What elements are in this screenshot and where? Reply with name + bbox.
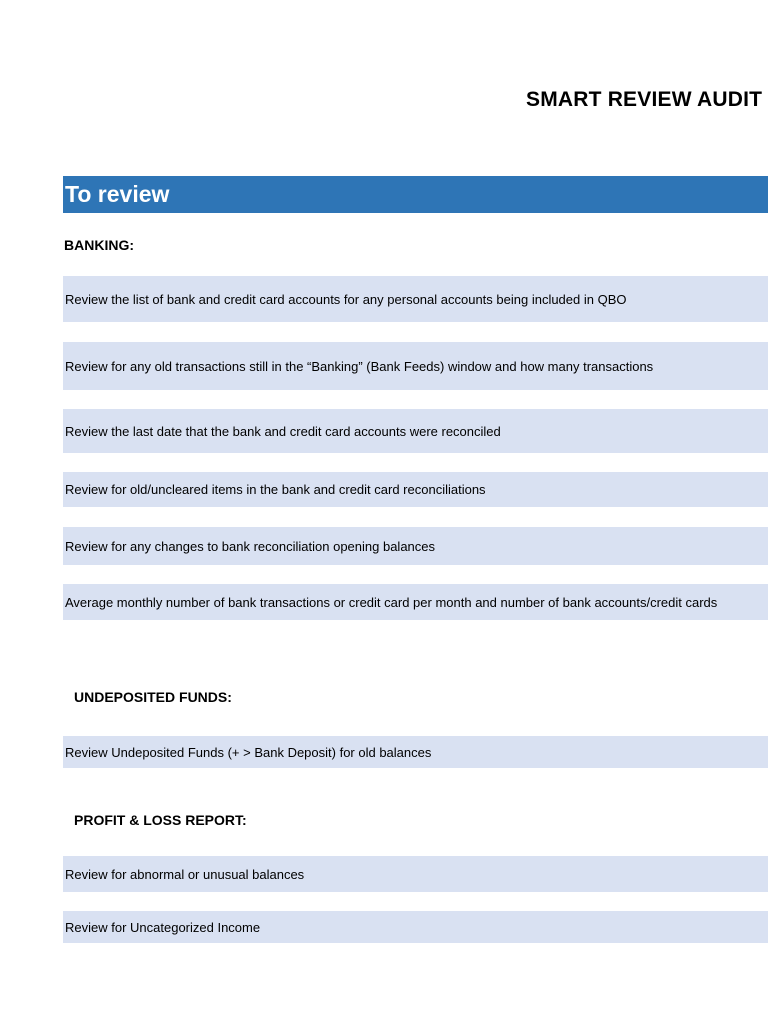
checklist-row [63, 409, 768, 453]
checklist-item-text: Review for Uncategorized Income [65, 919, 261, 935]
checklist-item-text: Review for abnormal or unusual balances [65, 866, 305, 882]
checklist-item-text: Review the last date that the bank and credit card accounts were reconciled [65, 423, 501, 439]
banner-label: To review [65, 181, 170, 207]
checklist-item-text: Review for any changes to bank reconciliation opening balances [65, 538, 436, 554]
checklist-row [63, 472, 768, 507]
checklist-row [63, 276, 768, 322]
section-heading-banking: BANKING: [64, 237, 134, 253]
checklist-row [63, 342, 768, 390]
checklist-row [63, 736, 768, 768]
checklist-item-text: Review for old/uncleared items in the bank and credit card reconciliations [65, 482, 486, 497]
checklist-item-text: Review for any old transactions still in the “Banking” (Bank Feeds) window and how many transactions [65, 358, 654, 374]
checklist-row [63, 584, 768, 620]
checklist-item-text: Review the list of bank and credit card accounts for any personal accounts being included in QBO [65, 291, 627, 307]
page-title: SMART REVIEW AUDIT [526, 88, 763, 111]
to-review-banner [63, 176, 768, 213]
section-heading-undeposited-funds: UNDEPOSITED FUNDS: [74, 689, 232, 705]
checklist-row [63, 527, 768, 565]
checklist-row [63, 856, 768, 892]
checklist-row [63, 911, 768, 943]
section-heading-profit-loss: PROFIT & LOSS REPORT: [74, 812, 247, 828]
checklist-item-text: Average monthly number of bank transactions or credit card per month and number of bank accounts/credit cards [65, 594, 718, 610]
checklist-item-text: Review Undeposited Funds (+ > Bank Deposit) for old balances [65, 744, 432, 760]
